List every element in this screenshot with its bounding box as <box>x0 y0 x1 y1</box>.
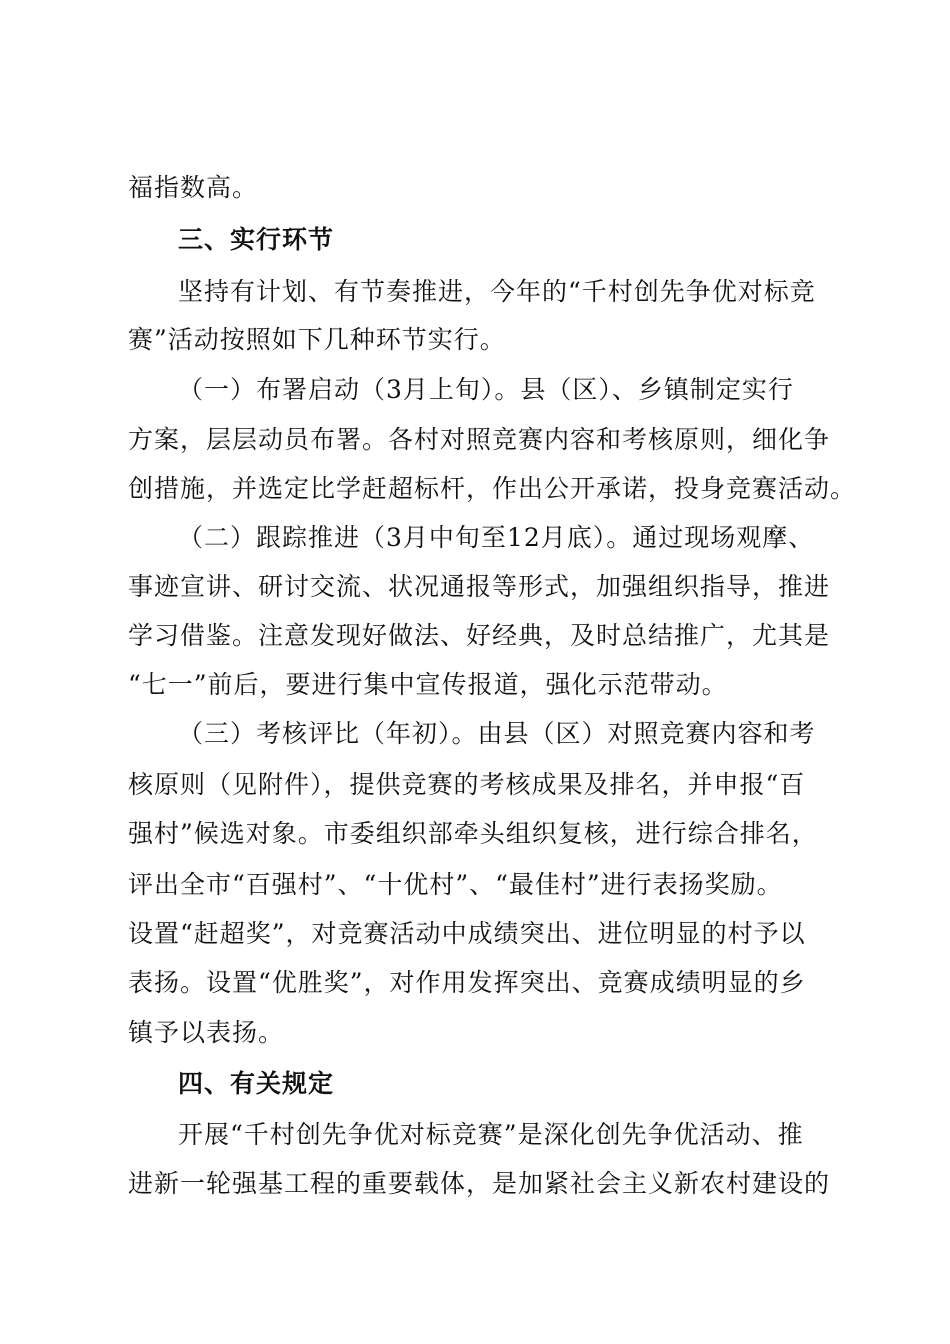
paragraph-line: 方案，层层动员布署。各村对照竞赛内容和考核原则，细化争 <box>128 425 831 454</box>
paragraph-line: 核原则（见附件），提供竞赛的考核成果及排名，并申报“百 <box>128 770 806 799</box>
paragraph-line: 开展“千村创先争优对标竞赛”是深化创先争优活动、推 <box>178 1120 804 1149</box>
paragraph-line: 创措施，并选定比学赶超标杆，作出公开承诺，投身竞赛活动。 <box>128 474 857 503</box>
paragraph-line: 事迹宣讲、研讨交流、状况通报等形式，加强组织指导，推进 <box>128 572 831 601</box>
paragraph-line: 镇予以表扬。 <box>128 1018 285 1047</box>
paragraph-line: 评出全市“百强村”、“十优村”、“最佳村”进行表扬奖励。 <box>128 870 783 899</box>
paragraph-line: 强村”候选对象。市委组织部牵头组织复核，进行综合排名， <box>128 819 818 848</box>
paragraph-line: （二）跟踪推进（3月中旬至12月底）。通过现场观摩、 <box>178 523 815 552</box>
paragraph-line: “七一”前后，要进行集中宣传报道，强化示范带动。 <box>128 670 728 699</box>
paragraph-line: 进新一轮强基工程的重要载体，是加紧社会主义新农村建设的 <box>128 1169 831 1198</box>
paragraph-line: 学习借鉴。注意发现好做法、好经典，及时总结推广，尤其是 <box>128 621 831 650</box>
paragraph-line: 赛”活动按照如下几种环节实行。 <box>128 325 506 354</box>
paragraph-line: 福指数高。 <box>128 173 259 202</box>
section-heading: 四、有关规定 <box>178 1069 335 1098</box>
section-heading: 三、实行环节 <box>178 225 335 254</box>
paragraph-line: 设置“赶超奖”，对竞赛活动中成绩突出、进位明显的村予以 <box>128 919 806 948</box>
paragraph-line: 坚持有计划、有节奏推进，今年的“千村创先争优对标竞 <box>178 277 816 306</box>
paragraph-line: 表扬。设置“优胜奖”，对作用发挥突出、竞赛成绩明显的乡 <box>128 968 806 997</box>
paragraph-line: （一）布署启动（3月上旬）。县（区）、乡镇制定实行 <box>178 375 794 404</box>
paragraph-line: （三）考核评比（年初）。由县（区）对照竞赛内容和考 <box>178 719 816 748</box>
